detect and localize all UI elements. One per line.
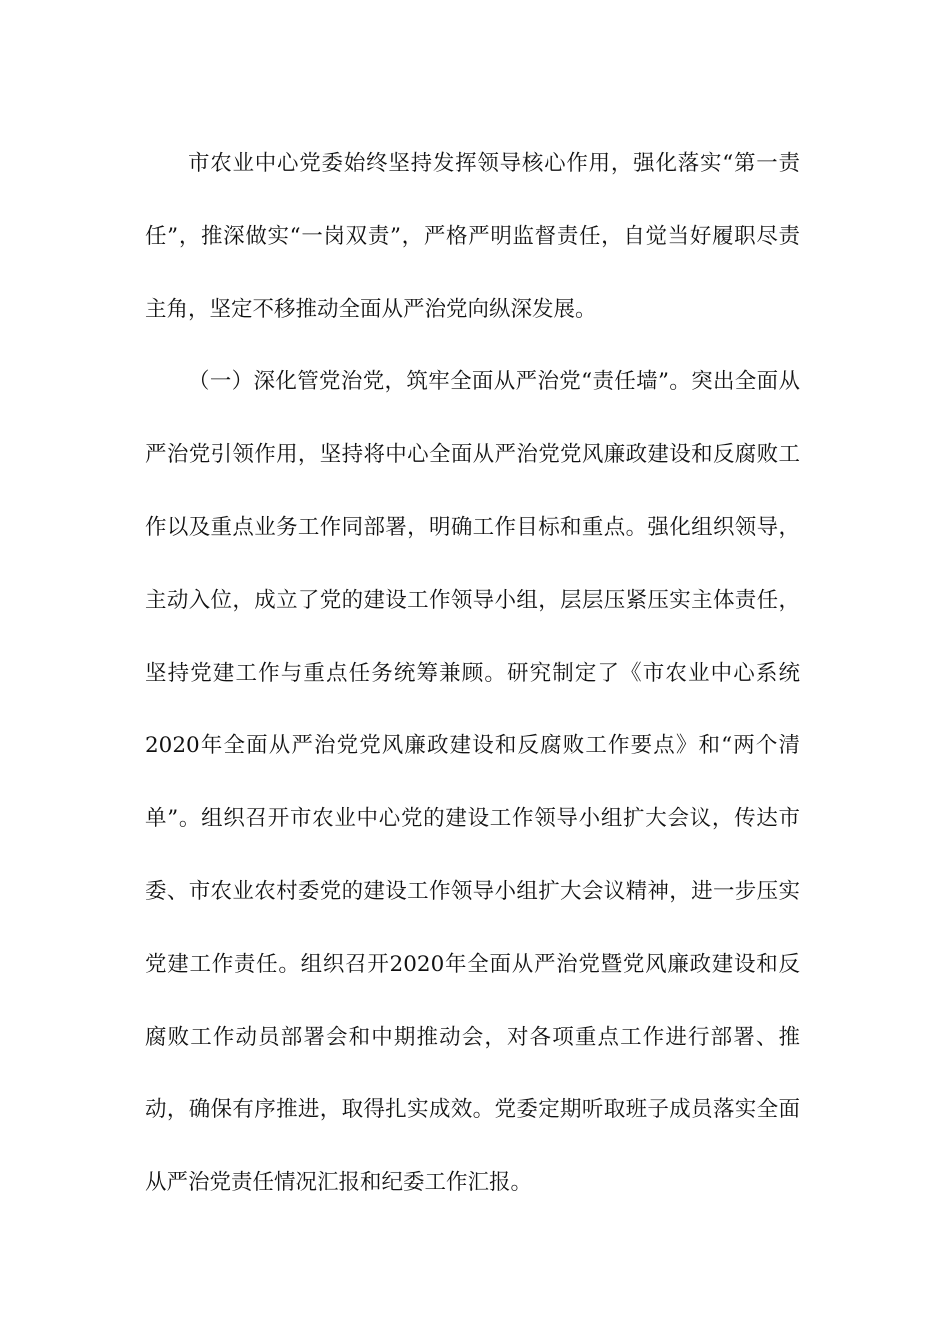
document-body: [145, 128, 800, 1220]
paragraph-intro: 市农业中心党委始终坚持发挥领导核心作用，强化落实“第一责任”，推深做实“一岗双责”，严格严明监督责任，自觉当好履职尽责主角，坚定不移推动全面从严治党向纵深发展。: [145, 151, 800, 322]
paragraph-section-1: （一）深化管党治党，筑牢全面从严治党“责任墙”。突出全面从严治党引领作用，坚持将中心全面从严治党党风廉政建设和反腐败工作以及重点业务工作同部署，明确工作目标和重点。强化组织领导，主动入位，成立了党的建设工作领导小组，层层压紧压实主体责任，坚持党建工作与重点任务统筹兼顾。研究制定了《市农业中心系统2020年全面从严治党党风廉政建设和反腐败工作要点》和“两个清单”。组织召开市农业中心党的建设工作领导小组扩大会议，传达市委、市农业农村委党的建设工作领导小组扩大会议精神，进一步压实党建工作责任。组织召开2020年全面从严治党暨党风廉政建设和反腐败工作动员部署会和中期推动会，对各项重点工作进行部署、推动，确保有序推进，取得扎实成效。党委定期听取班子成员落实全面从严治党责任情况汇报和纪委工作汇报。: [145, 369, 800, 1196]
